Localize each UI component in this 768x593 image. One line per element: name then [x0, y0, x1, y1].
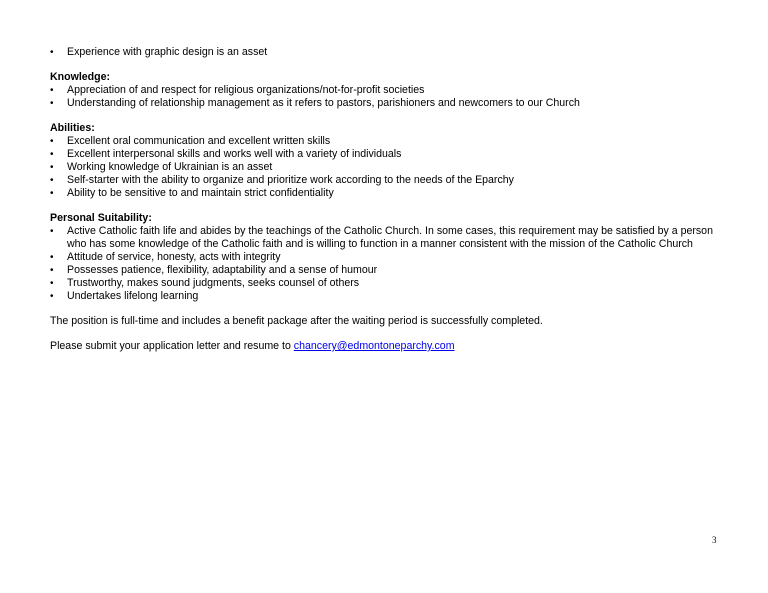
knowledge-list	[50, 84, 730, 110]
list-item	[50, 97, 730, 110]
top-bullet-list	[50, 46, 730, 59]
list-item	[50, 84, 730, 97]
abilities-heading: Abilities:	[50, 122, 95, 134]
list-item	[50, 161, 730, 174]
bullet-icon	[50, 277, 67, 290]
list-item	[50, 148, 730, 161]
list-item-text: Experience with graphic design is an asset	[67, 46, 268, 58]
list-item-text: Active Catholic faith life and abides by the teachings of the Catholic Church. In some cases, this requirement may be satisfied by a person who has some knowledge of the Catholic faith and is willing to function in a manner consistent with the mission of the Catholic Church	[67, 225, 713, 250]
bullet-icon	[50, 148, 67, 161]
list-item	[50, 187, 730, 200]
list-item-text: Appreciation of and respect for religious organizations/not-for-profit societies	[67, 84, 425, 96]
list-item	[50, 277, 730, 290]
bullet-icon	[50, 84, 67, 97]
list-item-text: Excellent oral communication and excellent written skills	[67, 135, 331, 147]
list-item	[50, 225, 730, 251]
list-item	[50, 264, 730, 277]
bullet-icon	[50, 161, 67, 174]
list-item-text: Undertakes lifelong learning	[67, 290, 199, 302]
list-item-text: Trustworthy, makes sound judgments, seeks counsel of others	[67, 277, 360, 289]
list-item	[50, 174, 730, 187]
list-item	[50, 290, 730, 303]
list-item-text: Excellent interpersonal skills and works well with a variety of individuals	[67, 148, 402, 160]
list-item	[50, 46, 730, 59]
bullet-icon	[50, 225, 67, 238]
bullet-icon	[50, 46, 67, 59]
list-item-text: Self-starter with the ability to organize and prioritize work according to the needs of the Eparchy	[67, 174, 514, 186]
list-item-text: Possesses patience, flexibility, adaptability and a sense of humour	[67, 264, 378, 276]
list-item	[50, 251, 730, 264]
list-item	[50, 135, 730, 148]
page-number: 3	[712, 535, 717, 545]
knowledge-heading: Knowledge:	[50, 71, 111, 83]
bullet-icon	[50, 187, 67, 200]
list-item-text: Working knowledge of Ukrainian is an asset	[67, 161, 273, 173]
abilities-list	[50, 135, 730, 200]
bullet-icon	[50, 251, 67, 264]
bullet-icon	[50, 97, 67, 110]
bullet-icon	[50, 135, 67, 148]
position-note: The position is full-time and includes a benefit package after the waiting period is successfully completed.	[50, 315, 543, 327]
bullet-icon	[50, 174, 67, 187]
submit-instructions	[50, 340, 730, 353]
list-item-text: Attitude of service, honesty, acts with integrity	[67, 251, 281, 263]
email-link[interactable]: chancery@edmontoneparchy.com	[293, 340, 455, 352]
personal-suitability-list	[50, 225, 730, 303]
document-content	[50, 46, 730, 353]
bullet-icon	[50, 290, 67, 303]
submit-text: Please submit your application letter and resume to	[50, 340, 294, 352]
bullet-icon	[50, 264, 67, 277]
list-item-text: Ability to be sensitive to and maintain strict confidentiality	[67, 187, 334, 199]
list-item-text: Understanding of relationship management as it refers to pastors, parishioners and newcomers to our Church	[67, 97, 580, 109]
personal-suitability-heading: Personal Suitability:	[50, 212, 152, 224]
